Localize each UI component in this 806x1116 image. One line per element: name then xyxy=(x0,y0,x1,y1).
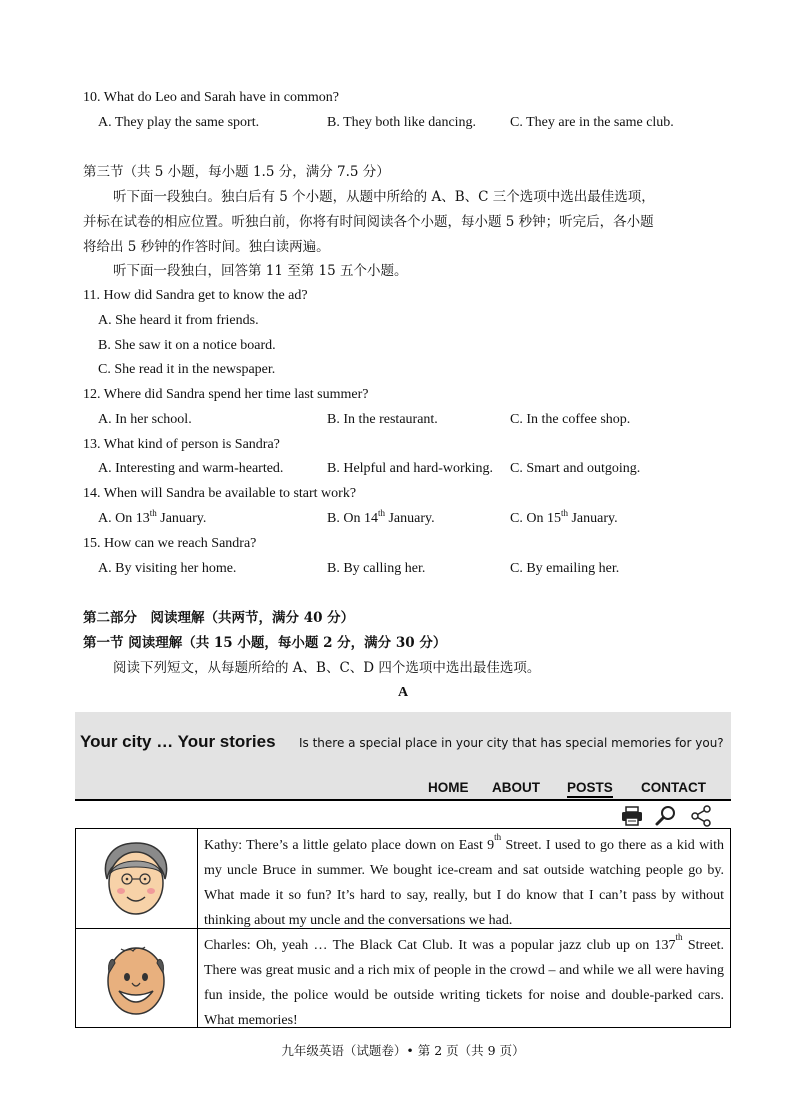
q11-option-c: C. She read it in the newspaper. xyxy=(98,362,276,377)
section-3-instruction-3: 将给出 5 秒钟的作答时间。独白读两遍。 xyxy=(83,239,330,255)
page-footer: 九年级英语（试题卷）• 第 2 页（共 9 页） xyxy=(281,1043,525,1058)
nav-divider xyxy=(75,799,731,801)
q11-option-b: B. She saw it on a notice board. xyxy=(98,338,276,353)
question-13-stem: 13. What kind of person is Sandra? xyxy=(83,437,280,452)
q11-option-a: A. She heard it from friends. xyxy=(98,313,259,328)
q12-option-a: A. In her school. xyxy=(98,412,192,427)
q15-option-c: C. By emailing her. xyxy=(510,561,620,576)
q12-option-b: B. In the restaurant. xyxy=(327,412,438,427)
q10-option-c: C. They are in the same club. xyxy=(510,115,674,130)
q13-option-c: C. Smart and outgoing. xyxy=(510,461,641,476)
q13-option-a: A. Interesting and warm-hearted. xyxy=(98,461,284,476)
reading-instruction: 阅读下列短文，从每题所给的 A、B、C、D 四个选项中选出最佳选项。 xyxy=(113,660,541,676)
share-icon[interactable] xyxy=(689,805,713,827)
q14-option-b: B. On 14th January. xyxy=(327,508,435,526)
kathy-avatar-icon xyxy=(99,839,173,919)
website-tagline: Is there a special place in your city that has special memories for you? xyxy=(299,736,724,750)
reading-section-1-title: 第一节 阅读理解（共 15 小题，每小题 2 分，满分 30 分） xyxy=(83,635,447,651)
avatar xyxy=(76,929,198,1027)
section-3-instruction-4: 听下面一段独白，回答第 11 至第 15 五个小题。 xyxy=(113,263,408,279)
q14-option-c: C. On 15th January. xyxy=(510,508,618,526)
avatar xyxy=(76,829,198,928)
post-row xyxy=(76,829,730,929)
website-brand: Your city … Your stories xyxy=(80,732,276,751)
section-3-instruction-2: 并标在试卷的相应位置。听独白前，你将有时间阅读各个小题，每小题 5 秒钟；听完后，各小题 xyxy=(83,214,654,230)
charles-avatar-icon xyxy=(99,939,173,1019)
posts-table xyxy=(75,828,731,1028)
section-3-instruction-1: 听下面一段独白。独白后有 5 个小题，从题中所给的 A、B、C 三个选项中选出最佳选项， xyxy=(113,189,655,205)
question-14-stem: 14. When will Sandra be available to start work? xyxy=(83,486,357,501)
q10-option-a: A. They play the same sport. xyxy=(98,115,260,130)
website-mockup xyxy=(75,712,731,1027)
q10-option-b: B. They both like dancing. xyxy=(327,115,477,130)
website-banner xyxy=(75,712,731,800)
nav-contact[interactable]: CONTACT xyxy=(641,780,706,795)
q12-option-c: C. In the coffee shop. xyxy=(510,412,631,427)
post-row xyxy=(76,929,730,1027)
question-15-stem: 15. How can we reach Sandra? xyxy=(83,536,257,551)
section-3-title: 第三节（共 5 小题，每小题 1.5 分，满分 7.5 分） xyxy=(83,164,390,180)
printer-icon[interactable] xyxy=(620,805,644,827)
q15-option-b: B. By calling her. xyxy=(327,561,426,576)
post-charles-text: Charles: Oh, yeah … The Black Cat Club. It was a popular jazz club up on 137th Street. There was great music and a rich mix of people in the crowd – and while we all were having fun inside, the police would be outside writing tickets for noise and double-parked cars. What memories! xyxy=(204,932,725,1028)
question-11-stem: 11. How did Sandra get to know the ad? xyxy=(83,288,308,303)
q13-option-b: B. Helpful and hard-working. xyxy=(327,461,494,476)
nav-home[interactable]: HOME xyxy=(428,780,469,795)
part-2-title: 第二部分 阅读理解（共两节，满分 40 分） xyxy=(83,610,355,626)
q15-option-a: A. By visiting her home. xyxy=(98,561,237,576)
nav-about[interactable]: ABOUT xyxy=(492,780,540,795)
question-10-stem: 10. What do Leo and Sarah have in common? xyxy=(83,90,339,105)
passage-label: A xyxy=(397,685,409,700)
question-12-stem: 12. Where did Sandra spend her time last summer? xyxy=(83,387,369,402)
search-icon[interactable] xyxy=(654,805,678,827)
post-kathy-text: Kathy: There’s a little gelato place down on East 9th Street. I used to go there as a kid with my uncle Bruce in summer. We bought ice-cream and sat outside watching people go by. What made it so fun? It’s hard to say, really, but I do know that I can’t pass by without thinking about my uncle and the conversations we had. xyxy=(204,832,724,928)
nav-posts[interactable]: POSTS xyxy=(567,780,613,798)
q14-option-a: A. On 13th January. xyxy=(98,508,207,526)
